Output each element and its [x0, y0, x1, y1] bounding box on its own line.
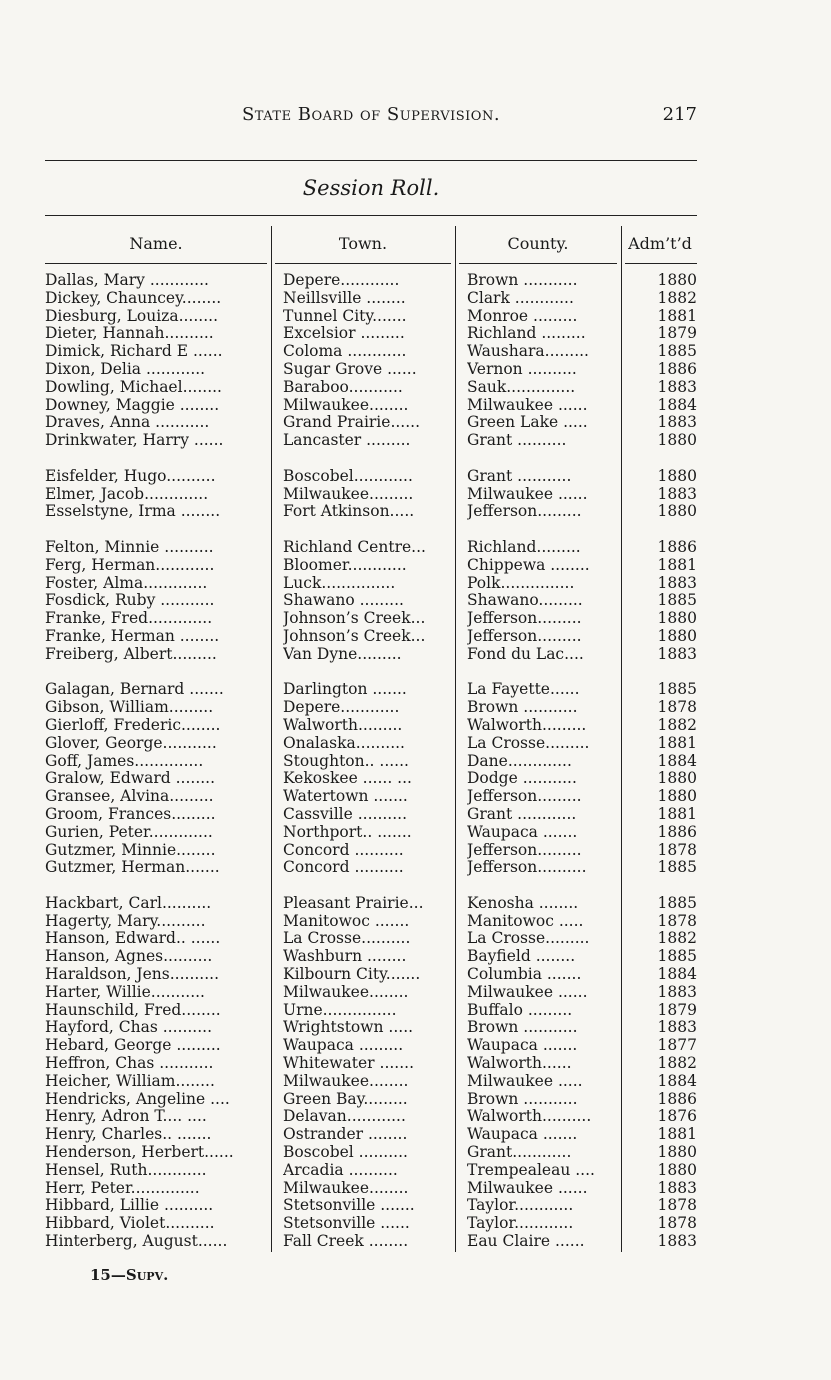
name-cell: Henderson, Herbert......: [45, 1144, 234, 1162]
col-header-town: Town.: [338, 234, 388, 253]
county-cell: Clark ............: [467, 289, 574, 307]
name-cell: Harter, Willie...........: [45, 983, 205, 1001]
name-cell: Hanson, Agnes..........: [45, 948, 213, 966]
county-cell: Polk...............: [467, 574, 575, 592]
admitted-cell: 1885: [657, 948, 697, 966]
name-cell: Esselstyne, Irma ........: [45, 503, 221, 521]
admitted-cell: 1883: [657, 1019, 697, 1037]
county-cell: Sauk..............: [467, 378, 576, 396]
admitted-cell: 1884: [657, 396, 697, 414]
admitted-cell: 1881: [657, 734, 697, 752]
admitted-cell: 1884: [657, 966, 697, 984]
name-cell: Heffron, Chas ...........: [45, 1055, 214, 1073]
table-row: [45, 1180, 697, 1198]
table-row: [45, 557, 697, 575]
name-cell: Gibson, William.........: [45, 699, 214, 717]
admitted-cell: 1883: [657, 1179, 697, 1197]
admitted-cell: 1880: [657, 272, 697, 289]
name-cell: Gutzmer, Herman.......: [45, 859, 220, 877]
town-cell: Stetsonville ......: [283, 1215, 410, 1233]
county-cell: Walworth.........: [467, 716, 587, 734]
admitted-cell: 1881: [657, 556, 697, 574]
table-row: [45, 1108, 697, 1126]
town-cell: Kekoskee ...... ...: [283, 770, 412, 788]
table-row: [45, 930, 697, 948]
table-row: [45, 699, 697, 717]
name-cell: Fosdick, Ruby ...........: [45, 592, 215, 610]
page-number: 217: [662, 104, 697, 125]
name-cell: Glover, George...........: [45, 734, 217, 752]
table-body: [45, 272, 697, 1251]
table-row: [45, 788, 697, 806]
county-cell: Green Lake .....: [467, 414, 588, 432]
name-cell: Henry, Adron T.... ....: [45, 1108, 207, 1126]
town-cell: Cassville ..........: [283, 805, 408, 823]
town-cell: Wrightstown .....: [283, 1019, 414, 1037]
county-cell: Jefferson.........: [467, 627, 582, 645]
col-header-name: Name.: [129, 234, 183, 253]
county-cell: Milwaukee ......: [467, 983, 588, 1001]
town-cell: Delavan............: [283, 1108, 406, 1126]
table-row: [45, 610, 697, 628]
town-cell: Urne...............: [283, 1001, 397, 1019]
county-cell: Shawano.........: [467, 592, 583, 610]
name-cell: Freiberg, Albert.........: [45, 645, 217, 663]
table-row: [45, 770, 697, 788]
table-row: [45, 486, 697, 504]
admitted-cell: 1881: [657, 307, 697, 325]
county-cell: Buffalo .........: [467, 1001, 573, 1019]
name-cell: Gurien, Peter.............: [45, 823, 213, 841]
table-row: [45, 806, 697, 824]
name-cell: Dimick, Richard E ......: [45, 343, 223, 361]
town-cell: Concord ..........: [283, 841, 404, 859]
town-cell: Milwaukee.........: [283, 485, 414, 503]
town-cell: Van Dyne.........: [283, 645, 402, 663]
name-cell: Drinkwater, Harry ......: [45, 432, 224, 450]
name-cell: Franke, Fred.............: [45, 610, 213, 628]
admitted-cell: 1880: [657, 788, 697, 806]
town-cell: Depere............: [283, 272, 400, 289]
town-cell: Depere............: [283, 699, 400, 717]
admitted-cell: 1886: [657, 360, 697, 378]
town-cell: Johnson’s Creek...: [283, 627, 426, 645]
town-cell: Excelsior .........: [283, 325, 405, 343]
table-row: [45, 859, 697, 877]
town-cell: Richland Centre...: [283, 538, 426, 556]
header-underline: [45, 263, 267, 264]
admitted-cell: 1885: [657, 859, 697, 877]
county-cell: Jefferson..........: [467, 859, 587, 877]
name-cell: Hagerty, Mary..........: [45, 912, 206, 930]
table-row: [45, 913, 697, 931]
table-row: [45, 539, 697, 557]
town-cell: Stetsonville .......: [283, 1197, 415, 1215]
admitted-cell: 1885: [657, 343, 697, 361]
town-cell: Fort Atkinson.....: [283, 503, 415, 521]
town-cell: Arcadia ..........: [283, 1161, 398, 1179]
table-row: [45, 966, 697, 984]
name-cell: Hinterberg, August......: [45, 1233, 228, 1251]
county-cell: Waupaca .......: [467, 1037, 578, 1055]
admitted-cell: 1883: [657, 414, 697, 432]
admitted-cell: 1886: [657, 823, 697, 841]
town-cell: Manitowoc .......: [283, 912, 410, 930]
table-row: [45, 1215, 697, 1233]
name-cell: Dieter, Hannah..........: [45, 325, 214, 343]
town-cell: Baraboo...........: [283, 378, 403, 396]
table-row: [45, 948, 697, 966]
table-row: [45, 1073, 697, 1091]
town-cell: Fall Creek ........: [283, 1233, 409, 1251]
county-cell: Columbia .......: [467, 966, 582, 984]
town-cell: Watertown .......: [283, 788, 408, 806]
admitted-cell: 1881: [657, 1126, 697, 1144]
town-cell: Sugar Grove ......: [283, 360, 417, 378]
name-cell: Diesburg, Louiza........: [45, 307, 218, 325]
name-cell: Hayford, Chas ..........: [45, 1019, 213, 1037]
county-cell: La Fayette......: [467, 681, 580, 699]
name-cell: Ferg, Herman............: [45, 556, 215, 574]
table-row: [45, 842, 697, 860]
name-cell: Downey, Maggie ........: [45, 396, 220, 414]
county-cell: Grant ...........: [467, 467, 572, 485]
county-cell: Grant ............: [467, 805, 577, 823]
county-cell: Fond du Lac....: [467, 645, 584, 663]
name-cell: Gierloff, Frederic........: [45, 716, 221, 734]
town-cell: Luck...............: [283, 574, 396, 592]
name-cell: Gutzmer, Minnie........: [45, 841, 216, 859]
name-cell: Haunschild, Fred........: [45, 1001, 221, 1019]
town-cell: Grand Prairie......: [283, 414, 421, 432]
town-cell: Milwaukee........: [283, 1072, 409, 1090]
county-cell: Waushara.........: [467, 343, 589, 361]
table-row: [45, 1197, 697, 1215]
county-cell: Richland .........: [467, 325, 586, 343]
town-cell: Waupaca .........: [283, 1037, 404, 1055]
table-row: [45, 414, 697, 432]
table-row: [45, 1037, 697, 1055]
town-cell: Kilbourn City.......: [283, 966, 421, 984]
town-cell: Concord ..........: [283, 859, 404, 877]
admitted-cell: 1877: [657, 1037, 697, 1055]
table-row: [45, 1233, 697, 1251]
name-cell: Hensel, Ruth............: [45, 1161, 207, 1179]
name-cell: Foster, Alma.............: [45, 574, 208, 592]
name-cell: Hibbard, Lillie ..........: [45, 1197, 214, 1215]
running-title: State Board of Supervision.: [241, 104, 501, 125]
county-cell: Vernon ..........: [467, 360, 577, 378]
county-cell: Jefferson.........: [467, 610, 582, 628]
county-cell: Milwaukee ......: [467, 1179, 588, 1197]
admitted-cell: 1882: [657, 1055, 697, 1073]
admitted-cell: 1885: [657, 681, 697, 699]
table-row: [45, 1091, 697, 1109]
table-row: [45, 432, 697, 450]
county-cell: Kenosha ........: [467, 894, 579, 912]
name-cell: Groom, Frances.........: [45, 805, 216, 823]
admitted-cell: 1879: [657, 325, 697, 343]
name-cell: Dickey, Chauncey........: [45, 289, 222, 307]
admitted-cell: 1883: [657, 574, 697, 592]
town-cell: Washburn ........: [283, 948, 407, 966]
county-cell: Trempealeau ....: [467, 1161, 595, 1179]
name-cell: Hendricks, Angeline ....: [45, 1090, 230, 1108]
town-cell: Boscobel............: [283, 467, 413, 485]
admitted-cell: 1876: [657, 1108, 697, 1126]
town-cell: Johnson’s Creek...: [283, 610, 426, 628]
table-row: [45, 361, 697, 379]
town-cell: Milwaukee........: [283, 983, 409, 1001]
admitted-cell: 1880: [657, 1161, 697, 1179]
admitted-cell: 1880: [657, 503, 697, 521]
section-title: Session Roll.: [302, 176, 440, 200]
table-row: [45, 468, 697, 486]
admitted-cell: 1886: [657, 1090, 697, 1108]
town-cell: Walworth.........: [283, 716, 403, 734]
name-cell: Eisfelder, Hugo..........: [45, 467, 216, 485]
name-cell: Elmer, Jacob.............: [45, 485, 209, 503]
county-cell: Grant............: [467, 1144, 572, 1162]
name-cell: Haraldson, Jens..........: [45, 966, 220, 984]
county-cell: Milwaukee ......: [467, 396, 588, 414]
admitted-cell: 1880: [657, 610, 697, 628]
table-row: [45, 895, 697, 913]
page-header: [45, 104, 697, 130]
county-cell: Dane.............: [467, 752, 572, 770]
town-cell: Shawano .........: [283, 592, 404, 610]
name-cell: Hackbart, Carl..........: [45, 894, 212, 912]
table-row: [45, 325, 697, 343]
name-cell: Gralow, Edward ........: [45, 770, 216, 788]
header-underline: [275, 263, 451, 264]
name-cell: Felton, Minnie ..........: [45, 538, 214, 556]
county-cell: La Crosse.........: [467, 734, 590, 752]
name-cell: Dallas, Mary ............: [45, 272, 209, 289]
table-row: [45, 503, 697, 521]
town-cell: Milwaukee........: [283, 1179, 409, 1197]
town-cell: Darlington .......: [283, 681, 407, 699]
town-cell: Green Bay.........: [283, 1090, 408, 1108]
header-underline: [625, 263, 697, 264]
county-cell: Taylor............: [467, 1197, 574, 1215]
admitted-cell: 1882: [657, 716, 697, 734]
county-cell: Eau Claire ......: [467, 1233, 585, 1251]
table-row: [45, 592, 697, 610]
county-cell: Bayfield ........: [467, 948, 576, 966]
table-row: [45, 1162, 697, 1180]
name-cell: Gransee, Alvina.........: [45, 788, 214, 806]
table-row: [45, 681, 697, 699]
county-cell: Dodge ...........: [467, 770, 577, 788]
admitted-cell: 1878: [657, 1215, 697, 1233]
admitted-cell: 1883: [657, 983, 697, 1001]
admitted-cell: 1880: [657, 1144, 697, 1162]
name-cell: Dixon, Delia ............: [45, 360, 206, 378]
county-cell: Chippewa ........: [467, 556, 590, 574]
county-cell: Grant ..........: [467, 432, 567, 450]
county-cell: Brown ...........: [467, 699, 578, 717]
table-row: [45, 1002, 697, 1020]
county-cell: Walworth......: [467, 1055, 572, 1073]
name-cell: Henry, Charles.. .......: [45, 1126, 212, 1144]
county-cell: Taylor............: [467, 1215, 574, 1233]
admitted-cell: 1880: [657, 432, 697, 450]
county-cell: Waupaca .......: [467, 823, 578, 841]
admitted-cell: 1882: [657, 930, 697, 948]
town-cell: Bloomer............: [283, 556, 407, 574]
admitted-cell: 1883: [657, 1233, 697, 1251]
table-row: [45, 824, 697, 842]
town-cell: Boscobel ..........: [283, 1144, 408, 1162]
county-cell: Brown ...........: [467, 1019, 578, 1037]
header-underline: [459, 263, 617, 264]
table-row: [45, 735, 697, 753]
county-cell: Jefferson.........: [467, 788, 582, 806]
admitted-cell: 1883: [657, 378, 697, 396]
table-row: [45, 646, 697, 664]
admitted-cell: 1884: [657, 1072, 697, 1090]
admitted-cell: 1878: [657, 1197, 697, 1215]
table-row: [45, 379, 697, 397]
name-cell: Franke, Herman ........: [45, 627, 220, 645]
admitted-cell: 1878: [657, 912, 697, 930]
admitted-cell: 1883: [657, 645, 697, 663]
table-row: [45, 628, 697, 646]
town-cell: Stoughton.. ......: [283, 752, 409, 770]
county-cell: Milwaukee ......: [467, 485, 588, 503]
town-cell: Onalaska..........: [283, 734, 405, 752]
town-cell: Coloma ............: [283, 343, 407, 361]
admitted-cell: 1883: [657, 485, 697, 503]
table-row: [45, 397, 697, 415]
name-cell: Hanson, Edward.. ......: [45, 930, 221, 948]
col-header-admitted: Adm’t’d: [628, 234, 692, 253]
county-cell: Brown ...........: [467, 272, 578, 289]
admitted-cell: 1885: [657, 592, 697, 610]
table-row: [45, 1019, 697, 1037]
town-cell: La Crosse..........: [283, 930, 411, 948]
county-cell: Richland.........: [467, 538, 581, 556]
signature-mark: 15—Supv.: [90, 1266, 169, 1284]
name-cell: Goff, James..............: [45, 752, 204, 770]
town-cell: Ostrander ........: [283, 1126, 408, 1144]
name-cell: Dowling, Michael........: [45, 378, 222, 396]
table-row: [45, 717, 697, 735]
table-row: [45, 343, 697, 361]
admitted-cell: 1884: [657, 752, 697, 770]
town-cell: Milwaukee........: [283, 396, 409, 414]
county-cell: Walworth..........: [467, 1108, 592, 1126]
header-rule: [45, 160, 697, 161]
county-cell: Manitowoc .....: [467, 912, 584, 930]
county-cell: Jefferson.........: [467, 503, 582, 521]
table-row: [45, 308, 697, 326]
admitted-cell: 1880: [657, 467, 697, 485]
admitted-cell: 1880: [657, 627, 697, 645]
name-cell: Hebard, George .........: [45, 1037, 221, 1055]
county-cell: La Crosse.........: [467, 930, 590, 948]
table-row: [45, 575, 697, 593]
town-cell: Lancaster .........: [283, 432, 411, 450]
name-cell: Heicher, William........: [45, 1072, 215, 1090]
name-cell: Hibbard, Violet..........: [45, 1215, 215, 1233]
table-row: [45, 1055, 697, 1073]
county-cell: Milwaukee .....: [467, 1072, 583, 1090]
admitted-cell: 1885: [657, 894, 697, 912]
county-cell: Monroe .........: [467, 307, 578, 325]
town-cell: Pleasant Prairie...: [283, 894, 424, 912]
admitted-cell: 1878: [657, 841, 697, 859]
table-row: [45, 272, 697, 290]
admitted-cell: 1879: [657, 1001, 697, 1019]
admitted-cell: 1882: [657, 289, 697, 307]
table-row: [45, 984, 697, 1002]
county-cell: Brown ...........: [467, 1090, 578, 1108]
admitted-cell: 1880: [657, 770, 697, 788]
name-cell: Draves, Anna ...........: [45, 414, 210, 432]
table-row: [45, 290, 697, 308]
table-top-rule: [45, 215, 697, 216]
county-cell: Jefferson.........: [467, 841, 582, 859]
table-row: [45, 753, 697, 771]
town-cell: Whitewater .......: [283, 1055, 415, 1073]
table-row: [45, 1126, 697, 1144]
county-cell: Waupaca .......: [467, 1126, 578, 1144]
admitted-cell: 1886: [657, 538, 697, 556]
town-cell: Neillsville ........: [283, 289, 406, 307]
admitted-cell: 1878: [657, 699, 697, 717]
admitted-cell: 1881: [657, 805, 697, 823]
table-row: [45, 1144, 697, 1162]
col-header-county: County.: [507, 234, 569, 253]
town-cell: Tunnel City.......: [283, 307, 407, 325]
town-cell: Northport.. .......: [283, 823, 412, 841]
name-cell: Herr, Peter..............: [45, 1179, 200, 1197]
name-cell: Galagan, Bernard .......: [45, 681, 224, 699]
